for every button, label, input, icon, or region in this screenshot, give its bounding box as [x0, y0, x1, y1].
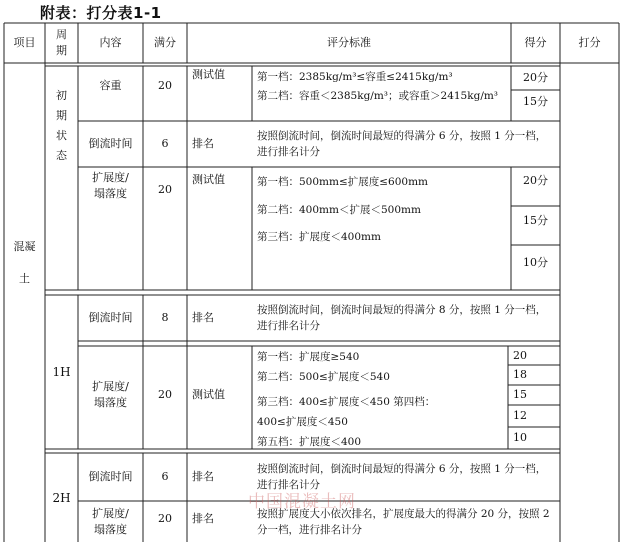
spread-1h-full: 20 — [158, 388, 172, 401]
spread-1h-score-2: 18 — [513, 368, 527, 381]
density-score-1: 20分 — [523, 71, 548, 84]
pour-1h-method: 排名 — [192, 311, 214, 324]
spread-1h-score-3: 15 — [513, 388, 527, 401]
spread-1h-score-1: 20 — [513, 348, 527, 362]
spread-initial-score-2: 15分 — [523, 214, 548, 227]
header-item: 项目 — [13, 36, 36, 49]
spread-2h-rule: 按照扩展度大小依次排名，扩展度最大的得满分 20 分，按照 2 分一档，进行排名计分 — [257, 507, 550, 536]
spread-initial-level-3: 第三档：扩展度＜400mm — [257, 231, 381, 243]
spread-1h-method: 测试值 — [192, 388, 225, 401]
spread-initial-level-2: 第二档：400mm＜扩展＜500mm — [257, 204, 421, 216]
header-criteria: 评分标准 — [327, 36, 371, 49]
pour-2h-content: 倒流时间 — [88, 470, 133, 483]
spread-initial-level-1: 第一档：500mm≤扩展度≤600mm — [257, 176, 429, 188]
spread-1h-line-5: 第五档：扩展度＜400 — [257, 436, 362, 448]
spread-1h-score-5: 10 — [513, 431, 527, 444]
density-score-2: 15分 — [523, 95, 548, 108]
pour-1h-content: 倒流时间 — [88, 311, 133, 324]
density-level-2: 第二档：容重＜2385kg/m³；或容重＞2415kg/m³ — [257, 90, 499, 102]
density-method: 测试值 — [192, 68, 225, 81]
spread-1h-line-2: 第二档：500≤扩展度＜540 — [257, 371, 390, 383]
spread-initial-score-3: 10分 — [523, 256, 548, 269]
pour-2h-full: 6 — [161, 470, 169, 483]
pour-initial-method: 排名 — [192, 137, 214, 150]
density-level-1: 第一档：2385kg/m³≤容重≤2415kg/m³ — [257, 71, 453, 83]
spread-1h-content: 扩展度/ 塌落度 — [92, 380, 129, 409]
spread-initial-method: 测试值 — [192, 173, 225, 186]
spread-1h-line-4: 400≤扩展度＜450 — [257, 416, 348, 428]
period-2h: 2H — [52, 490, 71, 505]
spread-2h-method: 排名 — [192, 512, 214, 525]
pour-initial-full: 6 — [161, 137, 169, 150]
header-full-score: 满分 — [154, 36, 176, 49]
pour-initial-content: 倒流时间 — [88, 137, 133, 150]
spread-initial-full: 20 — [158, 183, 172, 196]
pour-1h-full: 8 — [161, 311, 169, 324]
watermark-text: 中国混凝土网 — [248, 492, 356, 512]
spread-1h-score-4: 12 — [513, 409, 527, 422]
spread-initial-score-1: 20分 — [523, 174, 548, 187]
header-period: 周 期 — [56, 28, 67, 57]
period-1h: 1H — [52, 365, 71, 379]
spread-1h-line-3: 第三档：400≤扩展度＜450 第四档： — [257, 396, 436, 408]
pour-initial-rule: 按照倒流时间，倒流时间最短的得满分 6 分，按照 1 分一档，进行排名计分 — [257, 130, 547, 158]
pour-2h-method: 排名 — [192, 470, 214, 483]
table-title: 附表：打分表1-1 — [40, 4, 162, 22]
pour-1h-rule: 按照倒流时间，倒流时间最短的得满分 8 分，按照 1 分一档，进行排名计分 — [257, 304, 547, 332]
spread-1h-line-1: 第一档：扩展度≥540 — [257, 351, 360, 363]
header-content: 内容 — [99, 36, 122, 49]
spread-2h-content: 扩展度/ 塌落度 — [92, 506, 129, 536]
project-label: 混凝 土 — [13, 240, 36, 285]
header-got: 得分 — [524, 36, 547, 49]
pour-2h-rule: 按照倒流时间，倒流时间最短的得满分 6 分，按照 1 分一档，进行排名计分 — [257, 463, 547, 491]
header-score: 打分 — [578, 36, 601, 49]
period-initial: 初 期 状 态 — [56, 89, 67, 162]
density-content: 容重 — [99, 79, 122, 92]
spread-initial-content: 扩展度/ 塌落度 — [92, 171, 129, 200]
density-full: 20 — [158, 79, 172, 92]
spread-2h-full: 20 — [158, 512, 172, 525]
